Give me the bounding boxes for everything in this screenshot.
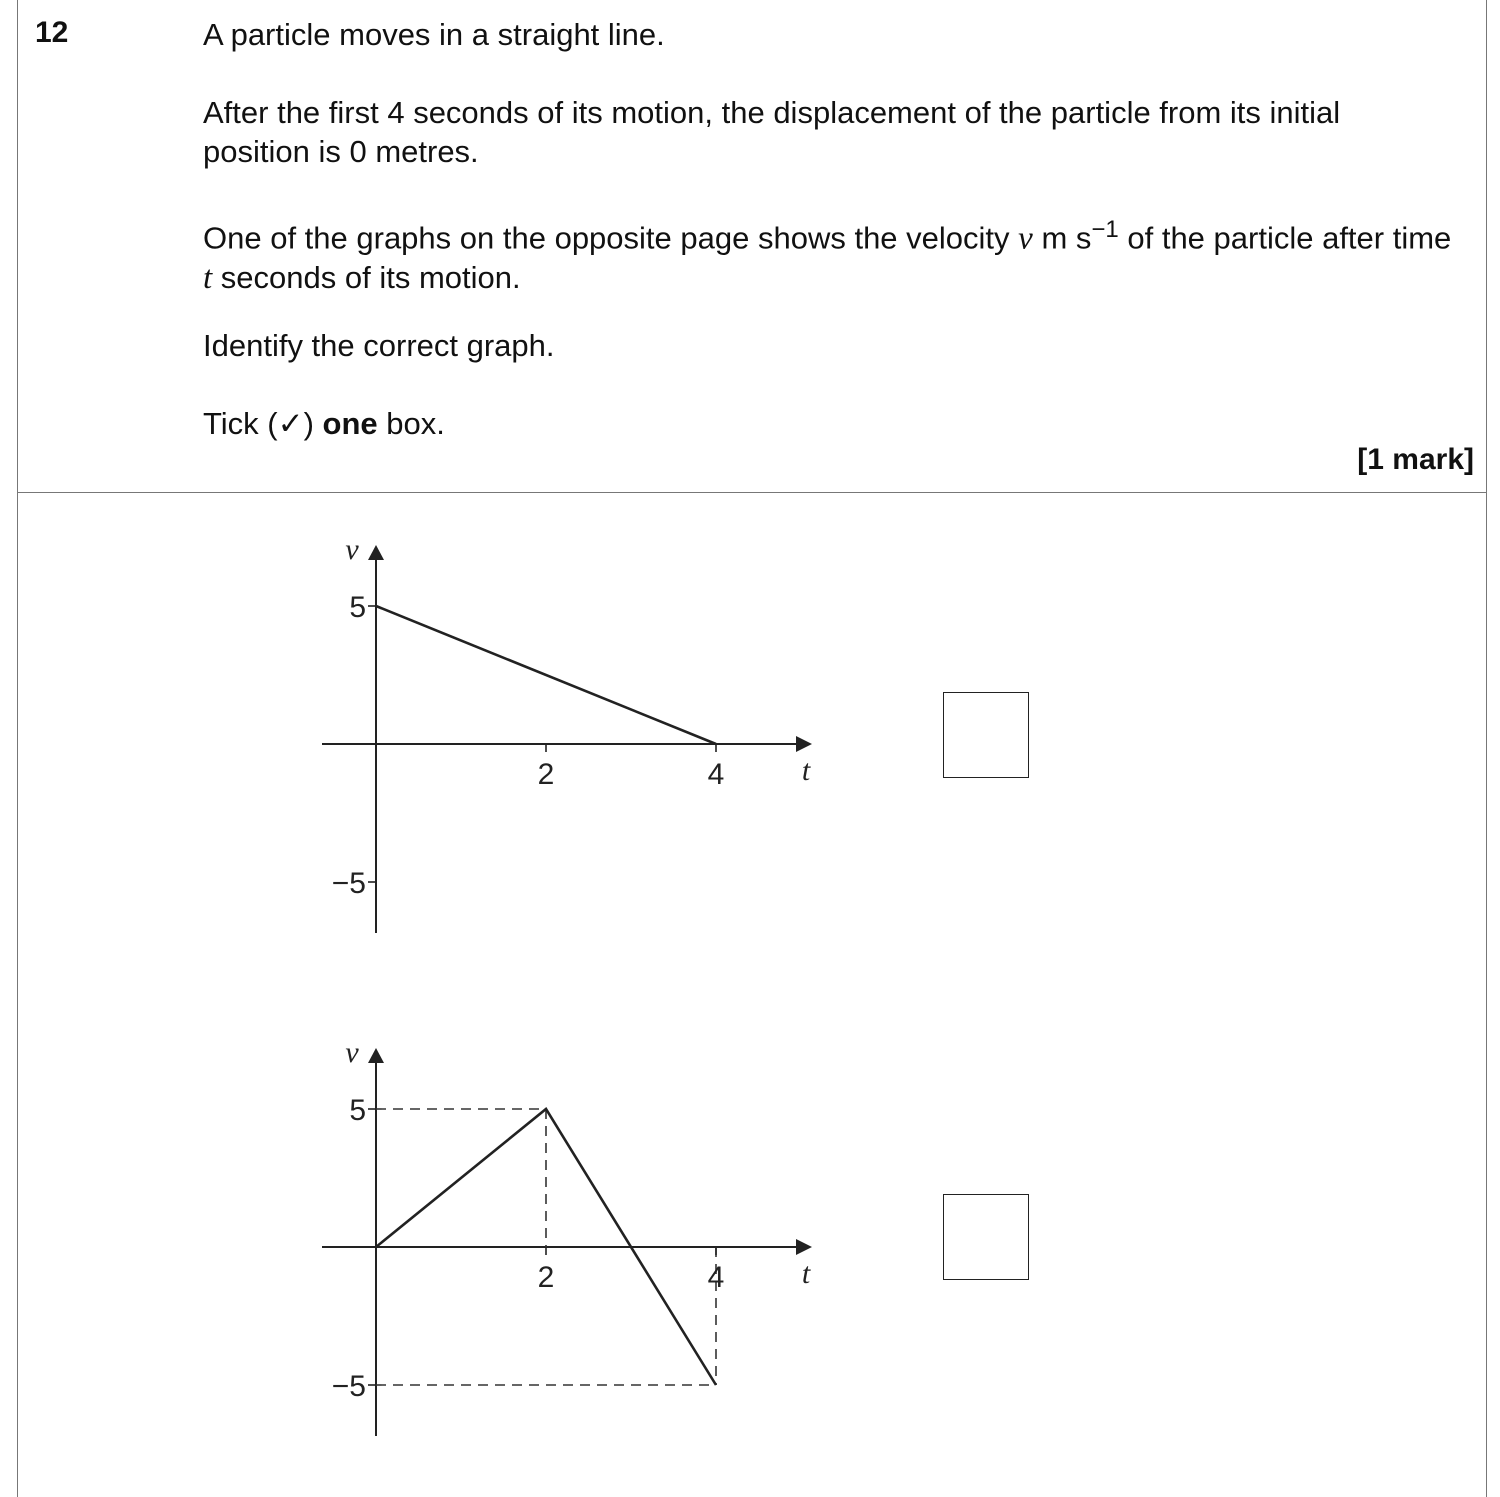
question-intro: A particle moves in a straight line. (203, 17, 665, 52)
left-margin-line (17, 0, 18, 1497)
right-margin-line (1486, 0, 1487, 1497)
question-para-velocity: One of the graphs on the opposite page shows the velocity v m $s^{-1}$ of the particle after time t seconds of its motion. (203, 216, 1452, 297)
y-tick-label-0: 5 (349, 1094, 366, 1127)
x-axis-arrow (796, 1239, 812, 1255)
x-axis-arrow (796, 736, 812, 752)
x-tick-label-4: 4 (707, 758, 725, 791)
tick-box-graph-b[interactable] (943, 1194, 1029, 1280)
x-tick-label-2: 2 (537, 1261, 555, 1294)
y-axis-label: v (345, 1036, 359, 1069)
y-axis-label: v (345, 533, 359, 566)
graph-b-svg (300, 1033, 840, 1453)
graph-a-svg (300, 530, 840, 950)
tick-instruction: Tick (✓) one box. (203, 406, 445, 441)
question-number: 12 (35, 16, 69, 49)
x-tick-label-2: 2 (537, 758, 555, 791)
y-tick-label-1: −5 (331, 1370, 366, 1403)
marks-label: [1 mark] (1357, 443, 1474, 476)
section-divider (17, 492, 1487, 493)
graph-a (300, 530, 840, 950)
y-tick-label-1: −5 (331, 867, 366, 900)
x-axis-label: t (801, 1257, 811, 1290)
y-axis-arrow (368, 1048, 384, 1063)
question-instruction: Identify the correct graph. (203, 328, 555, 363)
x-axis-label: t (801, 754, 811, 787)
y-tick-label-0: 5 (349, 591, 366, 624)
y-axis-arrow (368, 545, 384, 560)
graph-b (300, 1033, 840, 1453)
tick-box-graph-a[interactable] (943, 692, 1029, 778)
x-tick-label-4: 4 (707, 1261, 725, 1294)
question-para-displacement: After the first 4 seconds of its motion, the displacement of the particle from its initial position is 0 metres. (203, 95, 1341, 169)
velocity-line-0 (376, 606, 716, 744)
